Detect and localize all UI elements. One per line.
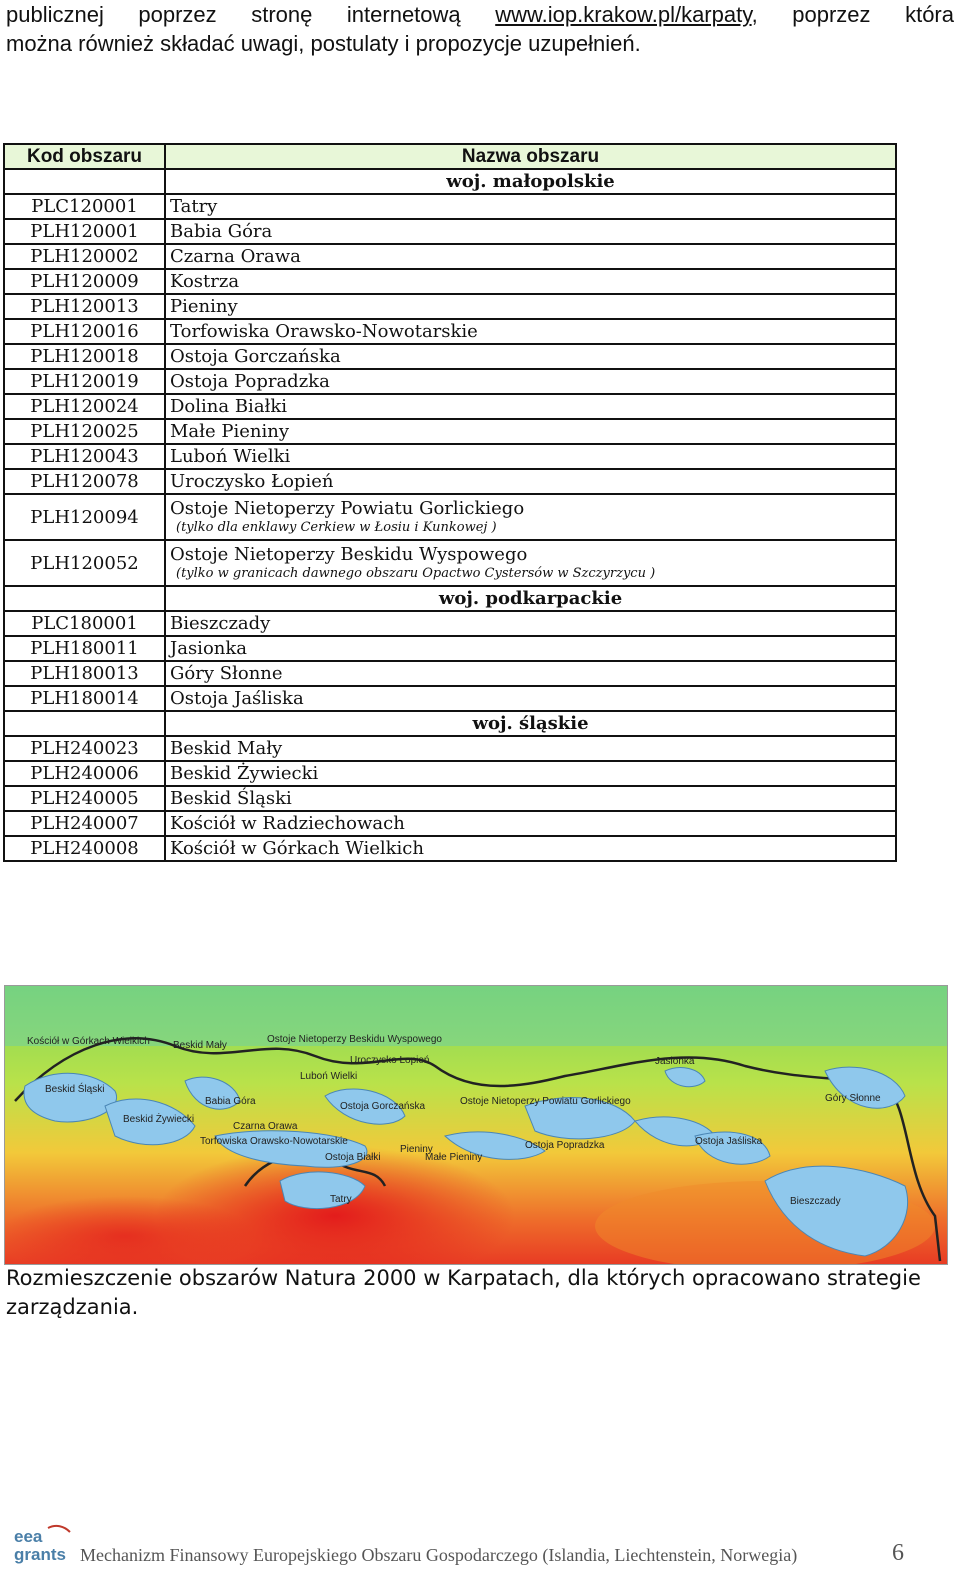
- table-row: [4, 194, 896, 219]
- area-name: Góry Słonne: [170, 662, 283, 684]
- area-name-cell: [165, 540, 896, 586]
- area-code: PLH120094: [4, 494, 165, 540]
- area-code: PLH180011: [4, 636, 165, 661]
- area-name: Czarna Orawa: [170, 245, 301, 267]
- area-name: Beskid Żywiecki: [170, 762, 319, 784]
- eea-grants-logo: [12, 1520, 72, 1570]
- region-spacer: [4, 711, 165, 736]
- table-row: [4, 419, 896, 444]
- area-code: PLH120052: [4, 540, 165, 586]
- map-label: Kościół w Górkach Wielkich: [27, 1036, 150, 1047]
- table-row: [4, 686, 896, 711]
- logo-text-grants: grants: [14, 1545, 66, 1564]
- area-name-cell: [165, 761, 896, 786]
- area-name-cell: [165, 661, 896, 686]
- area-name-cell: [165, 686, 896, 711]
- area-name: Beskid Śląski: [170, 787, 292, 809]
- area-code: PLH240005: [4, 786, 165, 811]
- table-row: [4, 736, 896, 761]
- area-name: Kościół w Radziechowach: [170, 812, 405, 834]
- area-name-cell: [165, 736, 896, 761]
- area-note: (tylko dla enklawy Cerkiew w Łosiu i Kunkowej ): [176, 520, 497, 535]
- table-row: [4, 836, 896, 861]
- intro-text-pre: publicznej poprzez stronę internetową: [6, 2, 496, 27]
- area-name-cell: [165, 319, 896, 344]
- area-name-cell: [165, 444, 896, 469]
- area-name: Luboń Wielki: [170, 445, 291, 467]
- map-label: Małe Pieniny: [425, 1152, 483, 1163]
- map-label: Beskid Żywiecki: [123, 1114, 195, 1125]
- table-row: [4, 269, 896, 294]
- table-row: [4, 494, 896, 540]
- table-row: [4, 319, 896, 344]
- table-row: [4, 811, 896, 836]
- area-code: PLH180013: [4, 661, 165, 686]
- table-row: [4, 394, 896, 419]
- table-row: [4, 786, 896, 811]
- page-number: 6: [892, 1540, 904, 1566]
- area-name: Beskid Mały: [170, 737, 283, 759]
- map-label: Ostoja Białki: [325, 1152, 381, 1163]
- region-label: woj. małopolskie: [165, 169, 896, 194]
- area-name: Babia Góra: [170, 220, 273, 242]
- area-name: Ostoja Popradzka: [170, 370, 330, 392]
- table-row: [4, 369, 896, 394]
- area-name-cell: [165, 244, 896, 269]
- logo-text-eea: eea: [14, 1527, 43, 1546]
- map-label: Uroczysko Łopień: [350, 1055, 430, 1066]
- table-row: [4, 294, 896, 319]
- area-code: PLH120016: [4, 319, 165, 344]
- figure-caption: Rozmieszczenie obszarów Natura 2000 w Karpatach, dla których opracowano strategie zarządzania.: [6, 1266, 921, 1319]
- intro-line-2: można również składać uwagi, postulaty i propozycje uzupełnień.: [6, 31, 641, 56]
- region-row: [4, 711, 896, 736]
- area-name: Torfowiska Orawsko-Nowotarskie: [170, 320, 478, 342]
- table-row: [4, 244, 896, 269]
- area-code: PLH120002: [4, 244, 165, 269]
- area-code: PLH120019: [4, 369, 165, 394]
- area-name: Bieszczady: [170, 612, 271, 634]
- footer-text: Mechanizm Finansowy Europejskiego Obszaru Gospodarczego (Islandia, Liechtenstein, Norwegia): [80, 1545, 798, 1565]
- map-label: Ostoje Nietoperzy Beskidu Wyspowego: [267, 1034, 442, 1045]
- table-row: [4, 540, 896, 586]
- area-name: Ostoje Nietoperzy Beskidu Wyspowego: [170, 544, 528, 565]
- area-note: (tylko w granicach dawnego obszaru Opactwo Cystersów w Szczyrzycu ): [176, 566, 656, 581]
- area-name: Uroczysko Łopień: [170, 470, 334, 492]
- karpaty-link[interactable]: www.iop.krakow.pl/karpaty: [495, 2, 752, 27]
- map-label: Babia Góra: [205, 1096, 256, 1107]
- area-name: Tatry: [170, 195, 218, 217]
- map-label: Bieszczady: [790, 1196, 841, 1207]
- area-code: PLC180001: [4, 611, 165, 636]
- header-name: Nazwa obszaru: [165, 144, 896, 169]
- table-row: [4, 761, 896, 786]
- natura-map: [4, 985, 948, 1265]
- area-code: PLH240023: [4, 736, 165, 761]
- area-code: PLH120024: [4, 394, 165, 419]
- map-label: Torfowiska Orawsko-Nowotarskie: [200, 1136, 348, 1147]
- map-label: Ostoja Jaśliska: [695, 1136, 763, 1147]
- area-code: PLH240008: [4, 836, 165, 861]
- area-name: Pieniny: [170, 295, 238, 317]
- area-name: Jasionka: [170, 637, 248, 659]
- map-label: Ostoja Popradzka: [525, 1140, 605, 1151]
- logo-swoosh: [48, 1526, 70, 1532]
- intro-paragraph: [6, 0, 954, 58]
- table-row: [4, 469, 896, 494]
- map-label: Tatry: [330, 1194, 352, 1205]
- area-name-cell: [165, 636, 896, 661]
- area-code: PLH240007: [4, 811, 165, 836]
- region-label: woj. podkarpackie: [165, 586, 896, 611]
- intro-text-post: , poprzez która: [751, 2, 954, 27]
- area-name-cell: [165, 194, 896, 219]
- table-header-row: [4, 144, 896, 169]
- area-name: Dolina Białki: [170, 395, 288, 417]
- area-name-cell: [165, 611, 896, 636]
- area-name-cell: [165, 811, 896, 836]
- table-row: [4, 611, 896, 636]
- area-name-cell: [165, 469, 896, 494]
- area-code: PLH120025: [4, 419, 165, 444]
- area-name-cell: [165, 344, 896, 369]
- area-code: PLH120001: [4, 219, 165, 244]
- natura-areas-table: [3, 143, 897, 862]
- map-label: Luboń Wielki: [300, 1071, 358, 1082]
- area-name-cell: [165, 269, 896, 294]
- area-code: PLC120001: [4, 194, 165, 219]
- area-name: Kostrza: [170, 270, 240, 292]
- area-code: PLH240006: [4, 761, 165, 786]
- map-label: Ostoje Nietoperzy Powiatu Gorlickiego: [460, 1096, 631, 1107]
- region-row: [4, 586, 896, 611]
- area-name: Kościół w Górkach Wielkich: [170, 837, 424, 859]
- table-row: [4, 636, 896, 661]
- table-body: [4, 169, 896, 861]
- area-name: Ostoje Nietoperzy Powiatu Gorlickiego: [170, 498, 525, 519]
- area-name: Ostoja Jaśliska: [170, 687, 304, 709]
- table-row: [4, 344, 896, 369]
- area-name-cell: [165, 219, 896, 244]
- region-row: [4, 169, 896, 194]
- area-code: PLH120043: [4, 444, 165, 469]
- region-spacer: [4, 169, 165, 194]
- intro-line-1: [6, 0, 954, 29]
- map-label: Jasionka: [655, 1056, 695, 1067]
- area-code: PLH120018: [4, 344, 165, 369]
- area-name: Małe Pieniny: [170, 420, 290, 442]
- area-code: PLH120078: [4, 469, 165, 494]
- page-footer: [0, 1510, 960, 1584]
- map-label: Pieniny: [400, 1144, 433, 1155]
- map-label: Beskid Śląski: [45, 1084, 105, 1095]
- area-name-cell: [165, 786, 896, 811]
- table-row: [4, 444, 896, 469]
- table-row: [4, 219, 896, 244]
- area-name: Ostoja Gorczańska: [170, 345, 341, 367]
- area-name-cell: [165, 419, 896, 444]
- map-label: Beskid Mały: [173, 1040, 227, 1051]
- area-code: PLH120013: [4, 294, 165, 319]
- map-label: Góry Słonne: [825, 1093, 881, 1104]
- map-label: Czarna Orawa: [233, 1121, 298, 1132]
- area-name-cell: [165, 294, 896, 319]
- table-row: [4, 661, 896, 686]
- area-name-cell: [165, 836, 896, 861]
- area-name-cell: [165, 369, 896, 394]
- region-label: woj. śląskie: [165, 711, 896, 736]
- header-code: Kod obszaru: [4, 144, 165, 169]
- map-label: Ostoja Gorczańska: [340, 1101, 426, 1112]
- area-name-cell: [165, 494, 896, 540]
- area-code: PLH180014: [4, 686, 165, 711]
- area-name-cell: [165, 394, 896, 419]
- region-spacer: [4, 586, 165, 611]
- area-code: PLH120009: [4, 269, 165, 294]
- map-svg: [5, 986, 947, 1264]
